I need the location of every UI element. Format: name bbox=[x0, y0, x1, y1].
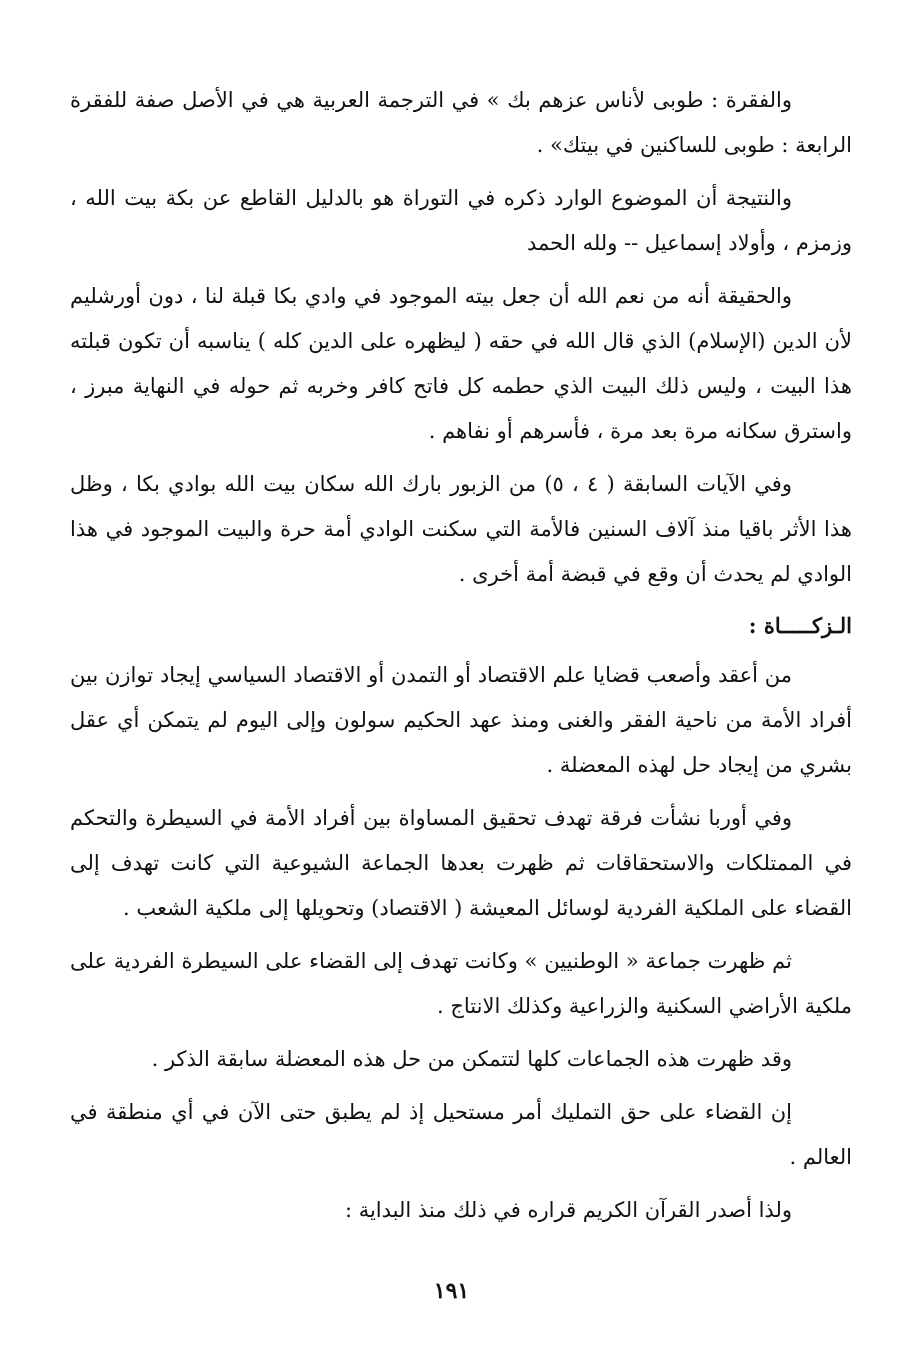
paragraph bbox=[70, 462, 852, 597]
paragraph bbox=[70, 274, 852, 454]
section-heading-zakat: الـزكـــــاة : bbox=[748, 613, 852, 638]
paragraph-text: ولذا أصدر القرآن الكريم قراره في ذلك منذ البداية : bbox=[344, 1198, 792, 1222]
paragraph bbox=[70, 176, 852, 266]
paragraph bbox=[70, 796, 852, 931]
paragraph bbox=[70, 939, 852, 1029]
paragraph-text: وفي أوربا نشأت فرقة تهدف تحقيق المساواة بين أفراد الأمة في السيطرة والتحكم في الممتلكات والاستحقاقات ثم ظهرت بعدها الجماعة الشيوعية التي كانت تهدف إلى القضاء على الملكية الفردية لوسائل المعيشة ( الاقتصاد) وتحويلها إلى ملكية الشعب . bbox=[70, 806, 852, 920]
paragraph-text: من أعقد وأصعب قضايا علم الاقتصاد أو التمدن أو الاقتصاد السياسي إيجاد توازن بين أفراد الأمة من ناحية الفقر والغنى ومنذ عهد الحكيم سولون وإلى اليوم لم يتمكن أي عقل بشري من إيجاد حل لهذه المعضلة . bbox=[70, 663, 852, 777]
paragraph-text: وقد ظهرت هذه الجماعات كلها لتتمكن من حل هذه المعضلة سابقة الذكر . bbox=[151, 1047, 792, 1071]
paragraph-text: والحقيقة أنه من نعم الله أن جعل بيته الموجود في وادي بكا قبلة لنا ، دون أورشليم لأن الدين (الإسلام) الذي قال الله في حقه ( ليظهره على الدين كله ) يناسبه أن تكون قبلته هذا البيت ، وليس ذلك البيت الذي حطمه كل فاتح كافر وخربه ثم حوله في النهاية مبرز ، واسترق سكانه مرة بعد مرة ، فأسرهم أو نفاهم . bbox=[70, 284, 852, 443]
page-number: ١٩١ bbox=[433, 1278, 470, 1304]
page-body bbox=[70, 78, 852, 1241]
paragraph-text: والنتيجة أن الموضوع الوارد ذكره في التوراة هو بالدليل القاطع عن بكة بيت الله ، وزمزم ، وأولاد إسماعيل -- ولله الحمد bbox=[70, 186, 852, 255]
paragraph-text: وفي الآيات السابقة ( ٤ ، ٥) من الزبور بارك الله سكان بيت الله بوادي بكا ، وظل هذا الأثر باقيا منذ آلاف السنين فالأمة التي سكنت الوادي أمة حرة والبيت الموجود في هذا الوادي لم يحدث أن وقع في قبضة أمة أخرى . bbox=[70, 472, 852, 586]
paragraph-text: إن القضاء على حق التمليك أمر مستحيل إذ لم يطبق حتى الآن في أي منطقة في العالم . bbox=[70, 1100, 852, 1169]
paragraph-text: ثم ظهرت جماعة « الوطنيين » وكانت تهدف إلى القضاء على السيطرة الفردية على ملكية الأراضي السكنية والزراعية وكذلك الانتاج . bbox=[70, 949, 852, 1018]
paragraph bbox=[70, 78, 852, 168]
paragraph bbox=[70, 1188, 852, 1233]
paragraph-text: والفقرة : طوبى لأناس عزهم بك » في الترجمة العربية هي في الأصل صفة للفقرة الرابعة : طوبى للساكنين في بيتك» . bbox=[70, 88, 852, 157]
paragraph bbox=[70, 1090, 852, 1180]
paragraph bbox=[70, 1037, 852, 1082]
paragraph bbox=[70, 653, 852, 788]
